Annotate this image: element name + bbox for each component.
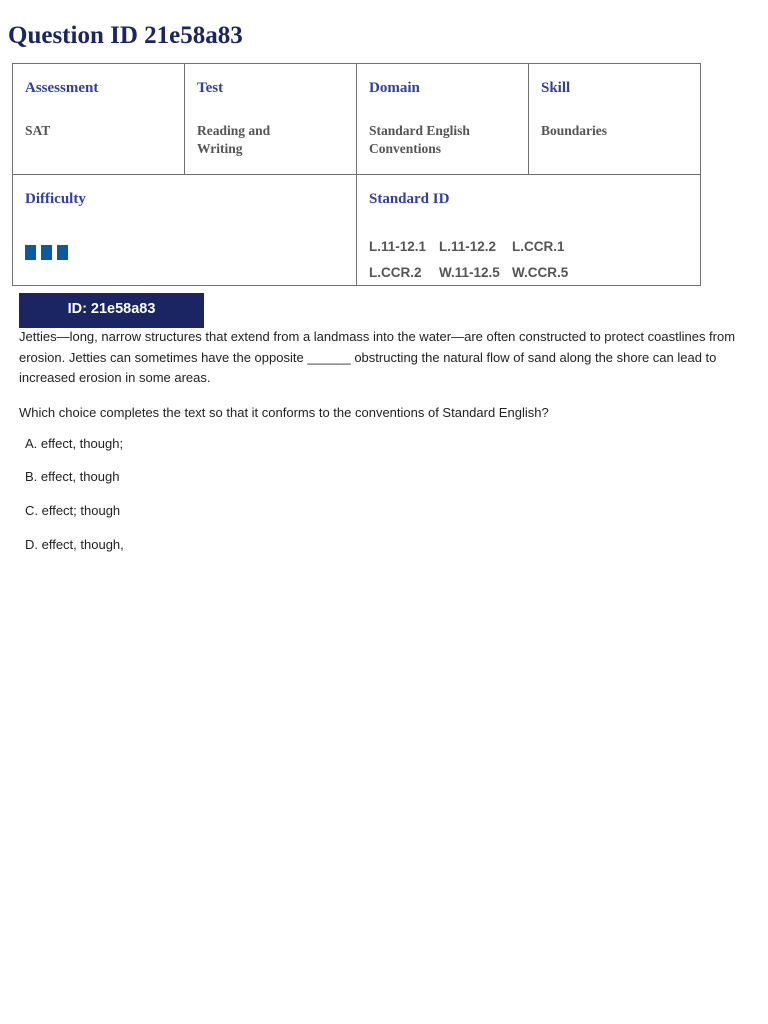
question-id-banner: ID: 21e58a83 xyxy=(19,293,204,328)
standard-id-item: L.CCR.2 xyxy=(369,265,422,280)
domain-value xyxy=(369,122,516,158)
standard-id-item: W.CCR.5 xyxy=(512,265,569,280)
standard-id-item: L.11-12.1 xyxy=(369,239,427,254)
assessment-header: Assessment xyxy=(25,80,99,96)
test-header: Test xyxy=(197,80,224,96)
standard-id-item: W.11-12.5 xyxy=(439,265,500,280)
standard-id-item: L.11-12.2 xyxy=(439,239,497,254)
standard-id-item: L.CCR.1 xyxy=(512,239,565,254)
difficulty-bar xyxy=(25,245,36,260)
domain-value-line2: Conventions xyxy=(369,141,442,156)
answer-choice-a[interactable]: A. effect, though; xyxy=(25,436,124,451)
answer-choice-c[interactable]: C. effect; though xyxy=(25,503,121,518)
standard-id-header: Standard ID xyxy=(369,191,450,207)
test-value-line2: Writing xyxy=(197,141,243,156)
assessment-value: SAT xyxy=(25,123,51,138)
domain-header: Domain xyxy=(369,80,420,96)
difficulty-indicator xyxy=(25,245,344,260)
page-title: Question ID 21e58a83 xyxy=(8,22,243,49)
difficulty-bar xyxy=(57,245,68,260)
domain-cell xyxy=(357,64,529,175)
skill-cell xyxy=(529,64,701,175)
question-info-table xyxy=(12,63,701,286)
answer-choice-d[interactable]: D. effect, though, xyxy=(25,537,124,552)
standard-id-list xyxy=(369,238,688,282)
test-value-line1: Reading and xyxy=(197,123,271,138)
domain-value-line1: Standard English xyxy=(369,123,470,138)
test-cell xyxy=(185,64,357,175)
test-value xyxy=(197,122,344,158)
skill-value: Boundaries xyxy=(541,123,608,138)
question-passage: Jetties—long, narrow structures that extend from a landmass into the water—are often constructed to protect coastlines from erosion. Jetties can sometimes have the opposite ______ obstructing the natural flow of sand along the shore can lead to increased erosion in some areas. xyxy=(19,329,736,385)
answer-choice-b[interactable]: B. effect, though xyxy=(25,469,120,484)
question-prompt: Which choice completes the text so that it conforms to the conventions of Standard English? xyxy=(19,405,549,420)
difficulty-cell xyxy=(13,175,357,286)
standard-id-cell xyxy=(357,175,701,286)
assessment-cell xyxy=(13,64,185,175)
skill-header: Skill xyxy=(541,80,571,96)
difficulty-header: Difficulty xyxy=(25,191,86,207)
difficulty-bar xyxy=(41,245,52,260)
